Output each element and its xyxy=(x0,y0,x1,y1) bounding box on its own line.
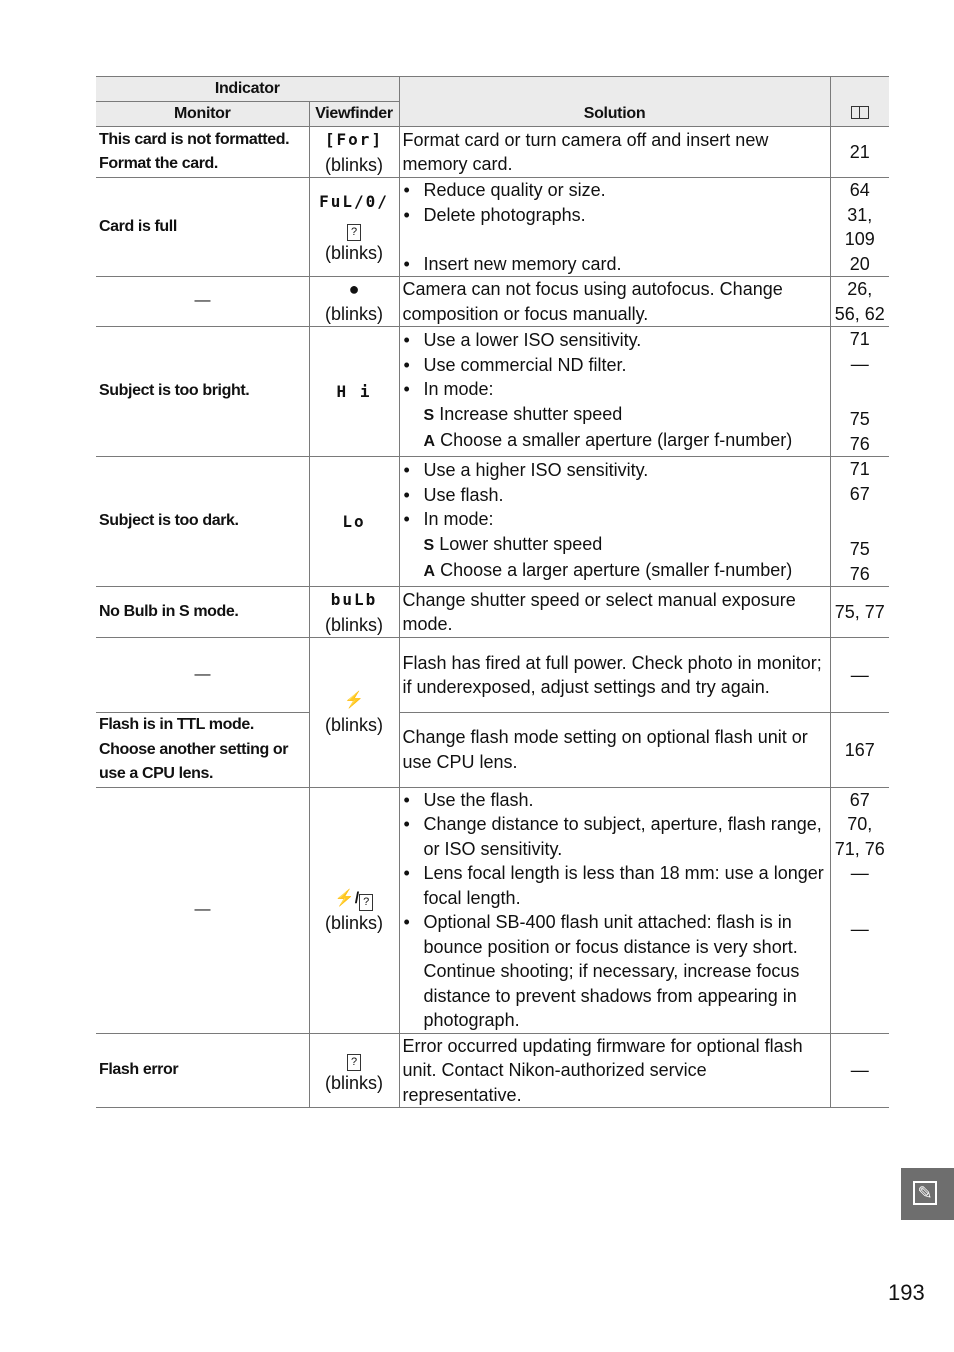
monitor-cell: — xyxy=(96,638,309,713)
page-number: 193 xyxy=(888,1280,925,1305)
bullet-item: • Use the flash. xyxy=(403,788,827,813)
monitor-cell: — xyxy=(96,277,309,327)
monitor-header: Monitor xyxy=(96,102,309,127)
page-ref: 64 xyxy=(849,180,870,200)
page-ref: 70, xyxy=(847,814,873,834)
page-ref: 75, 77 xyxy=(830,587,889,638)
page-ref: 109 xyxy=(844,229,875,249)
bullet-item: • Insert new memory card. xyxy=(403,252,827,277)
monitor-cell: No Bulb in S mode. xyxy=(96,587,309,638)
monitor-cell: Flash error xyxy=(96,1033,309,1108)
page-ref: 26, 56, 62 xyxy=(830,277,889,327)
notes-icon: ✎ xyxy=(913,1181,937,1205)
table-row xyxy=(96,787,889,1033)
blinks-label: (blinks) xyxy=(324,913,383,933)
viewfinder-code: H i xyxy=(336,381,372,401)
bullet-item: • Optional SB-400 flash unit attached: flash is in bounce position or focus distance is very short. Continue shooting; if necessary, increase focus distance to prevent shadows from appearing in photograph. xyxy=(403,910,827,1033)
bullet-item: • Use flash. xyxy=(403,483,827,508)
page-ref: 31, xyxy=(847,204,873,225)
monitor-cell: This card is not formatted. Format the card. xyxy=(96,127,309,178)
mode-mark: A xyxy=(423,433,436,451)
monitor-cell: Subject is too dark. xyxy=(96,457,309,587)
viewfinder-code: [For] xyxy=(324,130,384,149)
page-ref: — xyxy=(850,353,869,374)
solution-cell: Error occurred updating firmware for optional flash unit. Contact Nikon-authorized service representative. xyxy=(399,1033,830,1108)
blinks-label: (blinks) xyxy=(324,715,383,736)
page-ref: 75 xyxy=(849,409,870,429)
page-ref: 167 xyxy=(830,713,889,788)
page-ref: 67 xyxy=(849,789,870,810)
flash-icon: ⚡/ xyxy=(334,889,360,907)
page-ref: — xyxy=(850,863,869,883)
monitor-cell: — xyxy=(96,787,309,1033)
page-ref: 76 xyxy=(849,563,870,584)
monitor-cell: Subject is too bright. xyxy=(96,327,309,457)
troubleshooting-table xyxy=(96,76,889,1108)
mode-text: Lower shutter speed xyxy=(439,533,603,554)
bullet-item: • Use a higher ISO sensitivity. xyxy=(403,458,827,483)
table-row xyxy=(96,638,889,713)
warning-icon: ? xyxy=(359,894,373,911)
blinks-label: (blinks) xyxy=(324,614,383,635)
bullet-item: • Use commercial ND filter. xyxy=(403,353,827,378)
flash-icon: ⚡ xyxy=(344,691,364,709)
monitor-cell: Card is full xyxy=(96,178,309,277)
bullet-item: • Change distance to subject, aperture, flash range, or ISO sensitivity. xyxy=(403,812,827,861)
mode-text: Choose a larger aperture (smaller f-number) xyxy=(440,560,793,581)
bullet-item: • Delete photographs. xyxy=(403,203,827,228)
side-tab xyxy=(901,1168,954,1220)
page-ref: — xyxy=(830,1033,889,1108)
table-row xyxy=(96,713,889,788)
bullet-item: • Lens focal length is less than 18 mm: use a longer focal length. xyxy=(403,861,827,910)
table-row xyxy=(96,178,889,277)
solution-cell: Change shutter speed or select manual exposure mode. xyxy=(399,587,830,638)
viewfinder-code: Lo xyxy=(342,511,366,531)
table-row xyxy=(96,457,889,587)
page-ref: — xyxy=(850,918,869,939)
table-row xyxy=(96,277,889,327)
page-ref: 76 xyxy=(849,433,870,454)
page-ref: 71 xyxy=(849,459,870,479)
blinks-label: (blinks) xyxy=(324,1073,383,1093)
blinks-label: (blinks) xyxy=(324,303,383,324)
book-icon xyxy=(851,106,869,119)
table-row xyxy=(96,1033,889,1108)
focus-indicator-icon: ● xyxy=(348,279,360,299)
table-row xyxy=(96,587,889,638)
viewfinder-code: buLb xyxy=(330,590,378,609)
solution-cell: Format card or turn camera off and insert new memory card. xyxy=(399,127,830,178)
mode-text: Choose a smaller aperture (larger f-number) xyxy=(440,430,793,451)
warning-icon: ? xyxy=(347,1054,361,1071)
solution-header: Solution xyxy=(399,77,830,127)
indicator-header: Indicator xyxy=(96,77,399,102)
mode-mark: S xyxy=(423,536,435,554)
table-row xyxy=(96,327,889,457)
card-warning-icon: ? xyxy=(347,224,361,241)
viewfinder-header: Viewfinder xyxy=(309,102,399,127)
table-row xyxy=(96,127,889,178)
page-ref: 75 xyxy=(849,539,870,559)
page-ref: 67 xyxy=(849,483,870,504)
monitor-cell: Flash is in TTL mode. Choose another setting or use a CPU lens. xyxy=(96,713,309,788)
bullet-item: • In mode: xyxy=(403,377,827,402)
mode-mark: A xyxy=(423,563,436,581)
bullet-item: • Reduce quality or size. xyxy=(403,178,827,203)
solution-cell: Flash has fired at full power. Check photo in monitor; if underexposed, adjust settings and try again. xyxy=(399,638,830,713)
page-ref: 21 xyxy=(830,127,889,178)
viewfinder-code: FuL/0/ xyxy=(319,192,389,211)
page-ref: 20 xyxy=(849,253,870,274)
page-ref: 71 xyxy=(849,329,870,349)
solution-cell: Camera can not focus using autofocus. Change composition or focus manually. xyxy=(399,277,830,327)
blinks-label: (blinks) xyxy=(324,154,383,175)
blinks-label: (blinks) xyxy=(324,242,383,263)
bullet-item: • Use a lower ISO sensitivity. xyxy=(403,328,827,353)
page-ref: — xyxy=(830,638,889,713)
solution-cell: Change flash mode setting on optional flash unit or use CPU lens. xyxy=(399,713,830,788)
mode-text: Increase shutter speed xyxy=(439,403,623,424)
page-ref: 71, 76 xyxy=(834,838,885,859)
mode-mark: S xyxy=(423,406,435,424)
bullet-item: • In mode: xyxy=(403,507,827,532)
